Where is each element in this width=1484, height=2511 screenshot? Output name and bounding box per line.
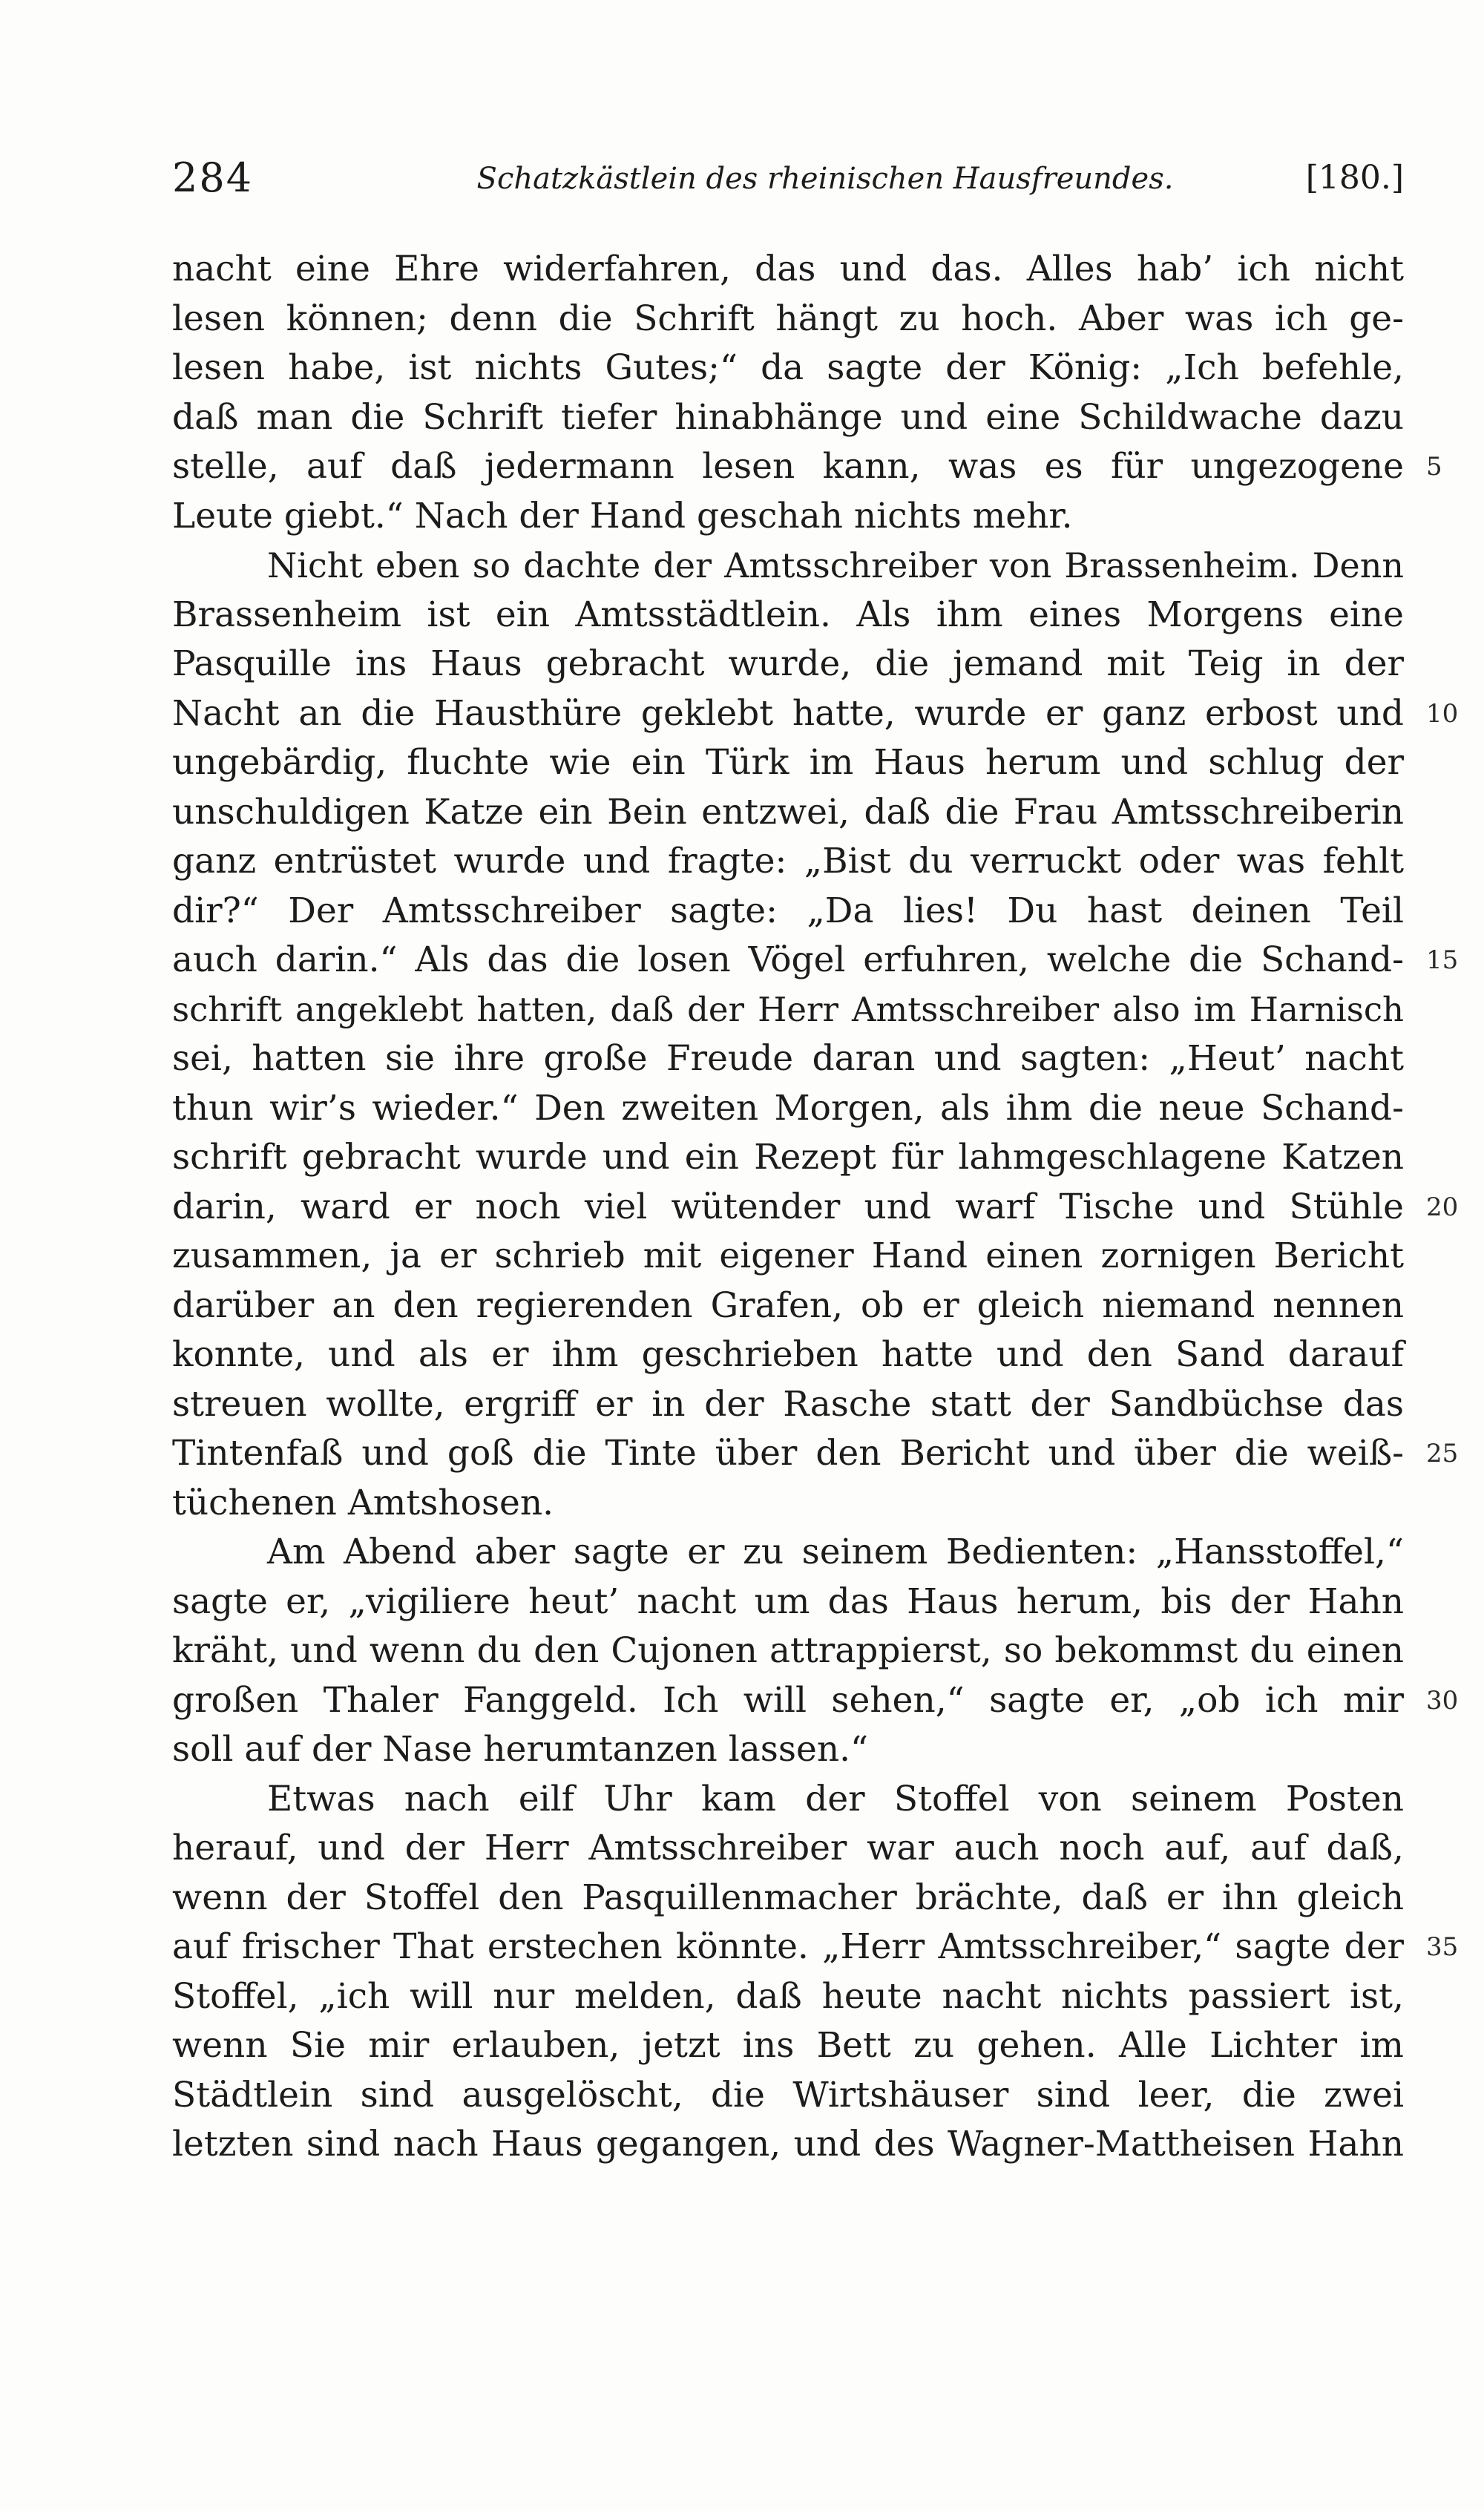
page-number: 284	[172, 154, 254, 201]
line-text: auch darin.“ Als das die losen Vögel erfuhren, welche die Schand-	[172, 939, 1404, 980]
sheet-mark: [180.]	[1305, 159, 1404, 197]
text-line	[172, 2120, 1404, 2170]
text-line	[172, 1676, 1459, 1726]
text-line	[172, 1479, 1404, 1529]
text-line	[172, 295, 1404, 344]
line-text: ungebärdig, fluchte wie ein Türk im Haus herum und schlug der	[172, 742, 1404, 783]
line-text: letzten sind nach Haus gegangen, und des Wagner-Mattheisen Hahn	[172, 2124, 1404, 2164]
line-text: Brassenheim ist ein Amtsstädtlein. Als ihm eines Morgens eine	[172, 594, 1404, 635]
line-number: 30	[1426, 1685, 1459, 1716]
line-text: wenn der Stoffel den Pasquillenmacher brächte, daß er ihn gleich	[172, 1877, 1404, 1918]
text-line	[172, 1578, 1404, 1627]
text-line	[172, 591, 1404, 640]
text-line	[172, 1725, 1404, 1775]
line-text: streuen wollte, ergriff er in der Rasche statt der Sandbüchse das	[172, 1383, 1404, 1425]
text-line	[172, 985, 1404, 1035]
line-text: Am Abend aber sagte er zu seinem Bedienten: „Hansstoffel,“	[267, 1532, 1404, 1572]
text-line	[172, 1923, 1459, 1972]
line-text: kräht, und wenn du den Cujonen attrappierst, so bekommst du einen	[172, 1630, 1404, 1671]
text-line	[172, 492, 1404, 542]
line-text: Nicht eben so dachte der Amtsschreiber von Brassenheim. Denn	[267, 545, 1404, 585]
line-number: 5	[1426, 452, 1442, 482]
line-text: Leute giebt.“ Nach der Hand geschah nichts mehr.	[172, 495, 1073, 536]
line-text: schrift gebracht wurde und ein Rezept für lahmgeschlagene Katzen	[172, 1137, 1404, 1178]
line-text: lesen habe, ist nichts Gutes;“ da sagte der König: „Ich befehle,	[172, 347, 1404, 388]
text-line	[172, 837, 1404, 887]
text-line	[172, 1380, 1404, 1430]
text-line	[172, 541, 1404, 591]
text-line	[172, 1183, 1459, 1232]
text-line	[172, 936, 1459, 985]
line-text: Etwas nach eilf Uhr kam der Stoffel von seinem Posten	[267, 1778, 1404, 1819]
line-text: thun wir’s wieder.“ Den zweiten Morgen, als ihm die neue Schand-	[172, 1087, 1404, 1129]
line-text: konnte, und als er ihm geschrieben hatte und den Sand darauf	[172, 1334, 1404, 1375]
text-line	[172, 1034, 1404, 1084]
line-text: großen Thaler Fanggeld. Ich will sehen,“ sagte er, „ob ich mir	[172, 1679, 1404, 1721]
line-text: Tintenfaß und goß die Tinte über den Bericht und über die weiß-	[172, 1433, 1404, 1474]
text-line	[172, 788, 1404, 838]
line-number: 25	[1426, 1439, 1459, 1468]
text-line	[172, 887, 1404, 936]
line-number: 15	[1426, 945, 1459, 975]
running-title: Schatzkästlein des rheinischen Hausfreundes.	[476, 162, 1174, 196]
page-header	[172, 152, 1404, 204]
line-text: dir?“ Der Amtsschreiber sagte: „Da lies! Du hast deinen Teil	[172, 890, 1404, 931]
line-text: stelle, auf daß jedermann lesen kann, was es für ungezogene	[172, 446, 1404, 487]
text-line	[172, 689, 1459, 739]
line-text: Pasquille ins Haus gebracht wurde, die jemand mit Teig in der	[172, 643, 1404, 684]
line-text: lesen können; denn die Schrift hängt zu hoch. Aber was ich ge-	[172, 298, 1404, 339]
line-text: auf frischer That erstechen könnte. „Herr Amtsschreiber,“ sagte der	[172, 1926, 1404, 1967]
line-text: tüchenen Amtshosen.	[172, 1482, 554, 1523]
text-line	[172, 344, 1404, 393]
text-line	[172, 1528, 1404, 1578]
text-line	[172, 1133, 1404, 1183]
line-text: wenn Sie mir erlauben, jetzt ins Bett zu gehen. Alle Lichter im	[172, 2025, 1404, 2066]
text-line	[172, 1281, 1404, 1331]
text-line	[172, 1874, 1404, 1923]
text-line	[172, 245, 1404, 295]
line-text: sagte er, „vigiliere heut’ nacht um das Haus herum, bis der Hahn	[172, 1581, 1404, 1622]
text-line	[172, 393, 1404, 443]
line-text: Städtlein sind ausgelöscht, die Wirtshäuser sind leer, die zwei	[172, 2074, 1404, 2116]
text-line	[172, 1084, 1404, 1134]
line-text: darüber an den regierenden Grafen, ob er gleich niemand nennen	[172, 1284, 1404, 1326]
text-line	[172, 738, 1404, 788]
line-text: Nacht an die Hausthüre geklebt hatte, wurde er ganz erbost und	[172, 692, 1404, 734]
line-text: nacht eine Ehre widerfahren, das und das. Alles hab’ ich nicht	[172, 249, 1404, 289]
body-text	[172, 245, 1459, 2170]
text-line	[172, 1330, 1404, 1380]
text-line	[172, 1429, 1459, 1479]
line-text: daß man die Schrift tiefer hinabhänge und eine Schildwache dazu	[172, 396, 1404, 438]
text-line	[172, 1232, 1404, 1281]
line-text: Stoffel, „ich will nur melden, daß heute nacht nichts passiert ist,	[172, 1975, 1404, 2017]
line-text: schrift angeklebt hatten, daß der Herr Amtsschreiber also im Harnisch	[172, 989, 1404, 1029]
line-text: darin, ward er noch viel wütender und warf Tische und Stühle	[172, 1186, 1404, 1227]
line-text: ganz entrüstet wurde und fragte: „Bist du verruckt oder was fehlt	[172, 841, 1404, 882]
line-text: soll auf der Nase herumtanzen lassen.“	[172, 1729, 869, 1770]
line-number: 10	[1426, 698, 1459, 729]
text-line	[172, 1775, 1404, 1825]
text-line	[172, 1972, 1404, 2022]
line-text: sei, hatten sie ihre große Freude daran und sagten: „Heut’ nacht	[172, 1038, 1404, 1079]
line-text: unschuldigen Katze ein Bein entzwei, daß die Frau Amtsschreiberin	[172, 791, 1404, 833]
line-text: herauf, und der Herr Amtsschreiber war auch noch auf, auf daß,	[172, 1828, 1404, 1868]
text-line	[172, 640, 1404, 689]
line-number: 35	[1426, 1932, 1459, 1962]
line-number: 20	[1426, 1192, 1459, 1222]
text-line	[172, 2021, 1404, 2071]
text-line	[172, 2071, 1404, 2121]
text-line	[172, 1824, 1404, 1874]
text-line	[172, 1627, 1404, 1676]
line-text: zusammen, ja er schrieb mit eigener Hand einen zornigen Bericht	[172, 1235, 1404, 1276]
text-line	[172, 442, 1442, 492]
